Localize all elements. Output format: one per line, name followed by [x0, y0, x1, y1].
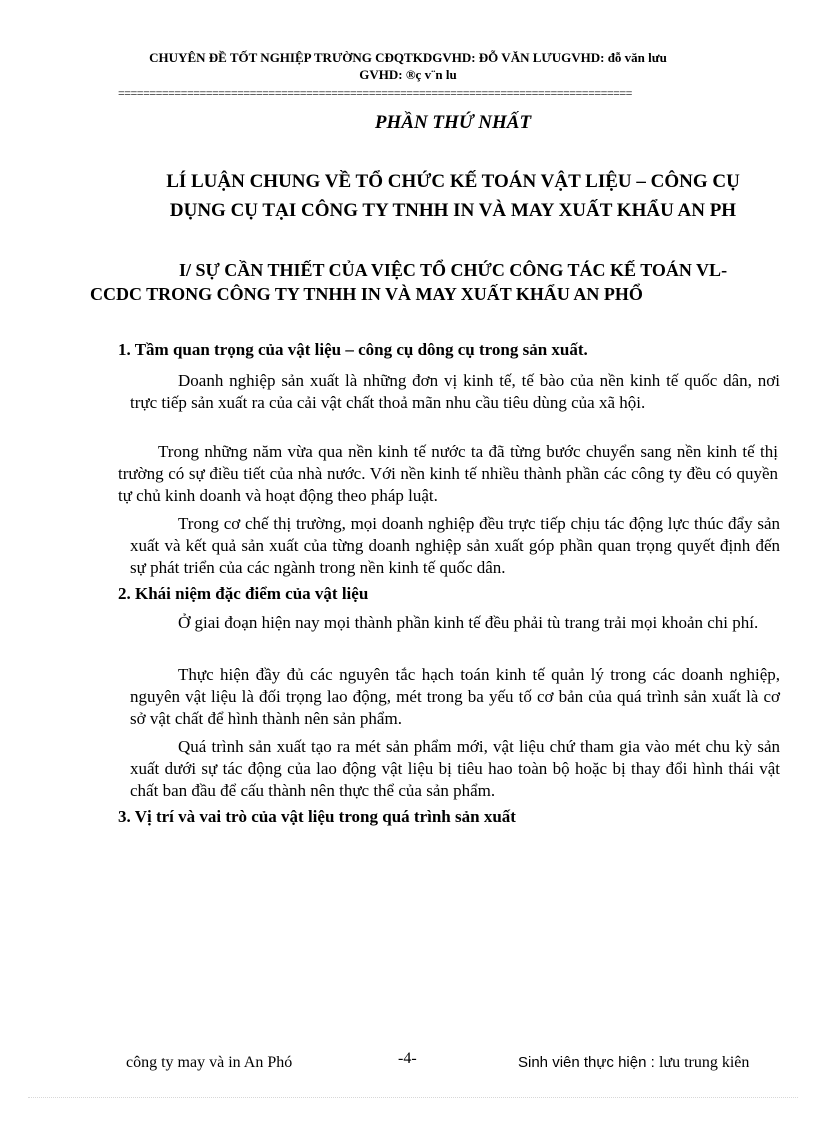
- section-2-paragraph-2: Thực hiện đầy đủ các nguyên tắc hạch toán kinh tế quản lý trong các doanh nghiệp, nguyên vật liệu là đối trọng lao động, mét trong ba yếu tố cơ bản của quá trình sản xuất là cơ sở vật chất để hình thành nên sản phẩm.: [130, 665, 780, 728]
- header-line-1: CHUYÊN ĐỀ TỐT NGHIỆP TRƯỜNG CĐQTKDGVHD: ĐỖ VĂN LƯUGVHD: đỗ văn lưu: [149, 50, 667, 65]
- footer-student-label: Sinh viên thực hiện :: [518, 1054, 659, 1071]
- footer-company: công ty may và in An Phó: [126, 1054, 293, 1071]
- section-3-heading: 3. Vị trí và vai trò của vật liệu trong quá trình sản xuất: [118, 807, 516, 826]
- section-1-heading: 1. Tầm quan trọng của vật liệu – công cụ dông cụ trong sản xuất.: [118, 340, 588, 359]
- main-title-line-2: DỤNG CỤ TẠI CÔNG TY TNHH IN VÀ MAY XUẤT KHẨU AN PH: [169, 200, 737, 221]
- section-2-paragraph-1: Ở giai đoạn hiện nay mọi thành phần kinh tế đều phải tù trang trải mọi khoản chi phí.: [178, 613, 759, 632]
- part-title: PHẦN THỨ NHẤT: [374, 112, 532, 133]
- subtitle-line-1: I/ SỰ CẦN THIẾT CỦA VIỆC TỔ CHỨC CÔNG TÁC KẾ TOÁN VL-: [178, 260, 728, 280]
- header-rule: ==================================================================================: [118, 87, 632, 99]
- section-2-heading: 2. Khái niệm đặc điểm của vật liệu: [118, 584, 369, 603]
- section-1-paragraph-2: Trong những năm vừa qua nền kinh tế nước ta đã từng bước chuyển sang nền kinh tế thị trường có sự điều tiết của nhà nước. Với nền kinh tế nhiều thành phần các công ty đều có quyền tự chủ kinh doanh và hoạt động theo pháp luật.: [118, 442, 778, 505]
- section-1-paragraph-3: Trong cơ chế thị trường, mọi doanh nghiệp đều trực tiếp chịu tác động lực thúc đẩy sản xuất và kết quả sản xuất của từng doanh nghiệp sản xuất góp phần quan trọng quyết định đến sự phát triển của các ngành trong nền kinh tế quốc dân.: [130, 514, 780, 577]
- page-number: -4-: [398, 1050, 417, 1067]
- main-title-line-1: LÍ LUẬN CHUNG VỀ TỔ CHỨC KẾ TOÁN VẬT LIỆU – CÔNG CỤ: [166, 171, 740, 192]
- subtitle-line-2: CCDC TRONG CÔNG TY TNHH IN VÀ MAY XUẤT KHẨU AN PHỔ: [90, 284, 643, 304]
- footer-student-name: lưu trung kiên: [658, 1054, 750, 1071]
- footer-student: [518, 1054, 749, 1072]
- section-2-paragraph-3: Quá trình sản xuất tạo ra mét sản phẩm mới, vật liệu chứ tham gia vào mét chu kỳ sản xuất dưới sự tác động của lao động vật liệu bị tiêu hao toàn bộ hoặc bị thay đổi hình thái vật chất ban đầu để cấu thành nên thực thể của sản phẩm.: [130, 737, 780, 800]
- page-bottom-divider: [28, 1097, 798, 1098]
- header-line-2: GVHD: ®ç v¨n lu: [359, 67, 457, 82]
- section-1-paragraph-1: Doanh nghiệp sản xuất là những đơn vị kinh tế, tế bào của nền kinh tế quốc dân, nơi trực tiếp sản xuất ra của cải vật chất thoả mãn nhu cầu tiêu dùng của xã hội.: [130, 371, 780, 412]
